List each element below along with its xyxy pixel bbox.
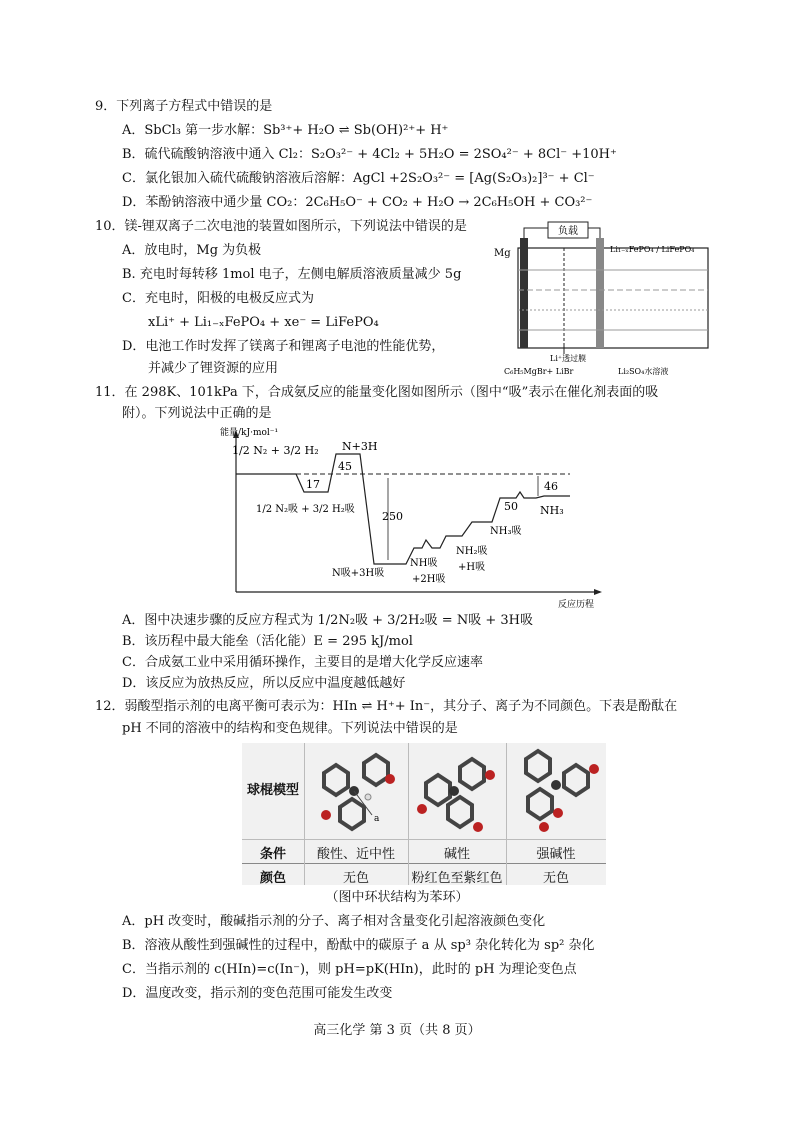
condition-strong-base: 强碱性	[536, 847, 576, 862]
energy-diagram	[200, 426, 610, 610]
condition-base: 碱性	[443, 847, 470, 862]
state-n-3h: N吸+3H吸	[332, 568, 385, 579]
cell-container	[518, 248, 708, 348]
q12-option-c: C．当指示剂的 c(HIn)=c(In⁻)，则 pH=pK(HIn)，此时的 pH 为理论变色点	[122, 962, 577, 977]
barrier-50: 50	[504, 500, 518, 513]
q12-stem-line1: 12．弱酸型指示剂的电离平衡可表示为：HIn ⇌ H⁺+ In⁻，其分子、离子为不同颜色。下表是酚酞在	[95, 699, 678, 714]
q10-option-a: A．放电时，Mg 为负极	[122, 243, 262, 258]
q9-stem: 9．下列离子方程式中错误的是	[95, 99, 273, 114]
state-atoms: N+3H	[342, 440, 378, 453]
state-adsorbed: 1/2 N₂吸 + 3/2 H₂吸	[256, 504, 355, 515]
q11-option-a: A．图中决速步骤的反应方程式为 1/2N₂吸 + 3/2H₂吸 = N吸 + 3H吸	[122, 613, 533, 628]
delta-46: 46	[544, 480, 558, 493]
q9-option-d: D．苯酚钠溶液中通少量 CO₂：2C₆H₅O⁻ + CO₂ + H₂O → 2C₆H₅OH + CO₃²⁻	[122, 195, 593, 210]
condition-acid: 酸性、近中性	[316, 847, 395, 862]
q11-option-d: D．该反应为放热反应，所以反应中温度越低越好	[122, 676, 406, 691]
q11-stem-line1: 11．在 298K、101kPa 下，合成氨反应的能量变化图如图所示（图中“吸”表示在催化剂表面的吸	[95, 385, 659, 400]
right-solution-label: Li₂SO₄水溶液	[618, 367, 669, 376]
state-nh-label: NH吸	[410, 558, 438, 569]
q9-option-c: C．氯化银加入硫代硫酸钠溶液后溶解：AgCl +2S₂O₃²⁻ = [Ag(S₂O₃)₂]³⁻ + Cl⁻	[122, 171, 595, 186]
q12-option-a: A．pH 改变时，酸碱指示剂的分子、离子相对含量变化引起溶液颜色变化	[122, 914, 546, 929]
row-label-condition: 条件	[259, 847, 286, 862]
q10-option-b: B. 充电时每转移 1mol 电子，左侧电解质溶液质量减少 5g	[122, 267, 462, 282]
x-axis-label: 反应历程	[558, 600, 595, 610]
q10-option-d-cont: 并减少了锂资源的应用	[148, 361, 279, 376]
gap-250: 250	[382, 510, 403, 523]
state-nh2-h-label: +H吸	[458, 562, 486, 573]
q10-option-c-equation: xLi⁺ + Li₁₋ₓFePO₄ + xe⁻ = LiFePO₄	[148, 315, 379, 330]
left-solution-label: C₆H₅MgBr+ LiBr	[504, 367, 574, 376]
row-label-color: 颜色	[259, 871, 286, 886]
q10-stem: 10．镁-锂双离子二次电池的装置如图所示，下列说法中错误的是	[95, 219, 467, 234]
model-strong-base	[506, 743, 606, 839]
phenolphthalein-table	[242, 743, 606, 885]
state-nh2-label: NH₂吸	[456, 546, 488, 557]
state-nh3: NH₃	[540, 504, 564, 517]
row-label-model: 球棍模型	[246, 783, 299, 798]
q10-option-d: D．电池工作时发挥了镁离子和锂离子电池的性能优势，	[122, 339, 445, 354]
model-acid	[304, 743, 408, 839]
barrier-17: 17	[306, 478, 320, 491]
barrier-45: 45	[338, 460, 352, 473]
mg-label: Mg	[494, 248, 511, 259]
cathode-label: Li₁₋ₓFePO₄ / LiFePO₄	[610, 245, 695, 254]
color-acid: 无色	[342, 871, 369, 886]
q12-option-d: D．温度改变，指示剂的变色范围可能发生改变	[122, 986, 393, 1001]
atom-a-label: a	[374, 814, 380, 824]
q11-stem-line2: 附）。下列说法中正确的是	[122, 406, 272, 421]
color-base: 粉红色至紫红色	[411, 871, 503, 886]
q9-option-b: B．硫代硫酸钠溶液中通入 Cl₂：S₂O₃²⁻ + 4Cl₂ + 5H₂O = 2SO₄²⁻ + 8Cl⁻ +10H⁺	[122, 147, 617, 162]
state-reactants: 1/2 N₂ + 3/2 H₂	[232, 444, 319, 457]
state-nh-2h-label: +2H吸	[412, 574, 446, 585]
color-strong-base: 无色	[542, 871, 569, 886]
page-footer: 高三化学 第 3 页（共 8 页）	[313, 1023, 481, 1038]
lifepo4-electrode	[596, 238, 604, 348]
battery-diagram	[490, 218, 720, 378]
y-axis-label: 能量/kJ·mol⁻¹	[220, 428, 279, 438]
table-caption: （图中环状结构为苯环）	[325, 890, 469, 905]
membrane-label: Li⁺透过膜	[550, 354, 587, 363]
load-label: 负载	[558, 226, 578, 237]
q12-option-b: B．溶液从酸性到强碱性的过程中，酚酞中的碳原子 a 从 sp³ 杂化转化为 sp² 杂化	[122, 938, 595, 953]
q9-option-a: A．SbCl₃ 第一步水解：Sb³⁺+ H₂O ⇌ Sb(OH)²⁺+ H⁺	[122, 123, 449, 138]
q11-option-c: C．合成氨工业中采用循环操作，主要目的是增大化学反应速率	[122, 655, 483, 670]
model-base	[408, 743, 506, 839]
mg-electrode	[520, 238, 528, 348]
q11-option-b: B．该历程中最大能垒（活化能）E = 295 kJ/mol	[122, 634, 413, 649]
q10-option-c: C．充电时，阳极的电极反应式为	[122, 291, 314, 306]
state-nh3-ads: NH₃吸	[490, 526, 522, 537]
q12-stem-line2: pH 不同的溶液中的结构和变色规律。下列说法中错误的是	[122, 721, 458, 736]
